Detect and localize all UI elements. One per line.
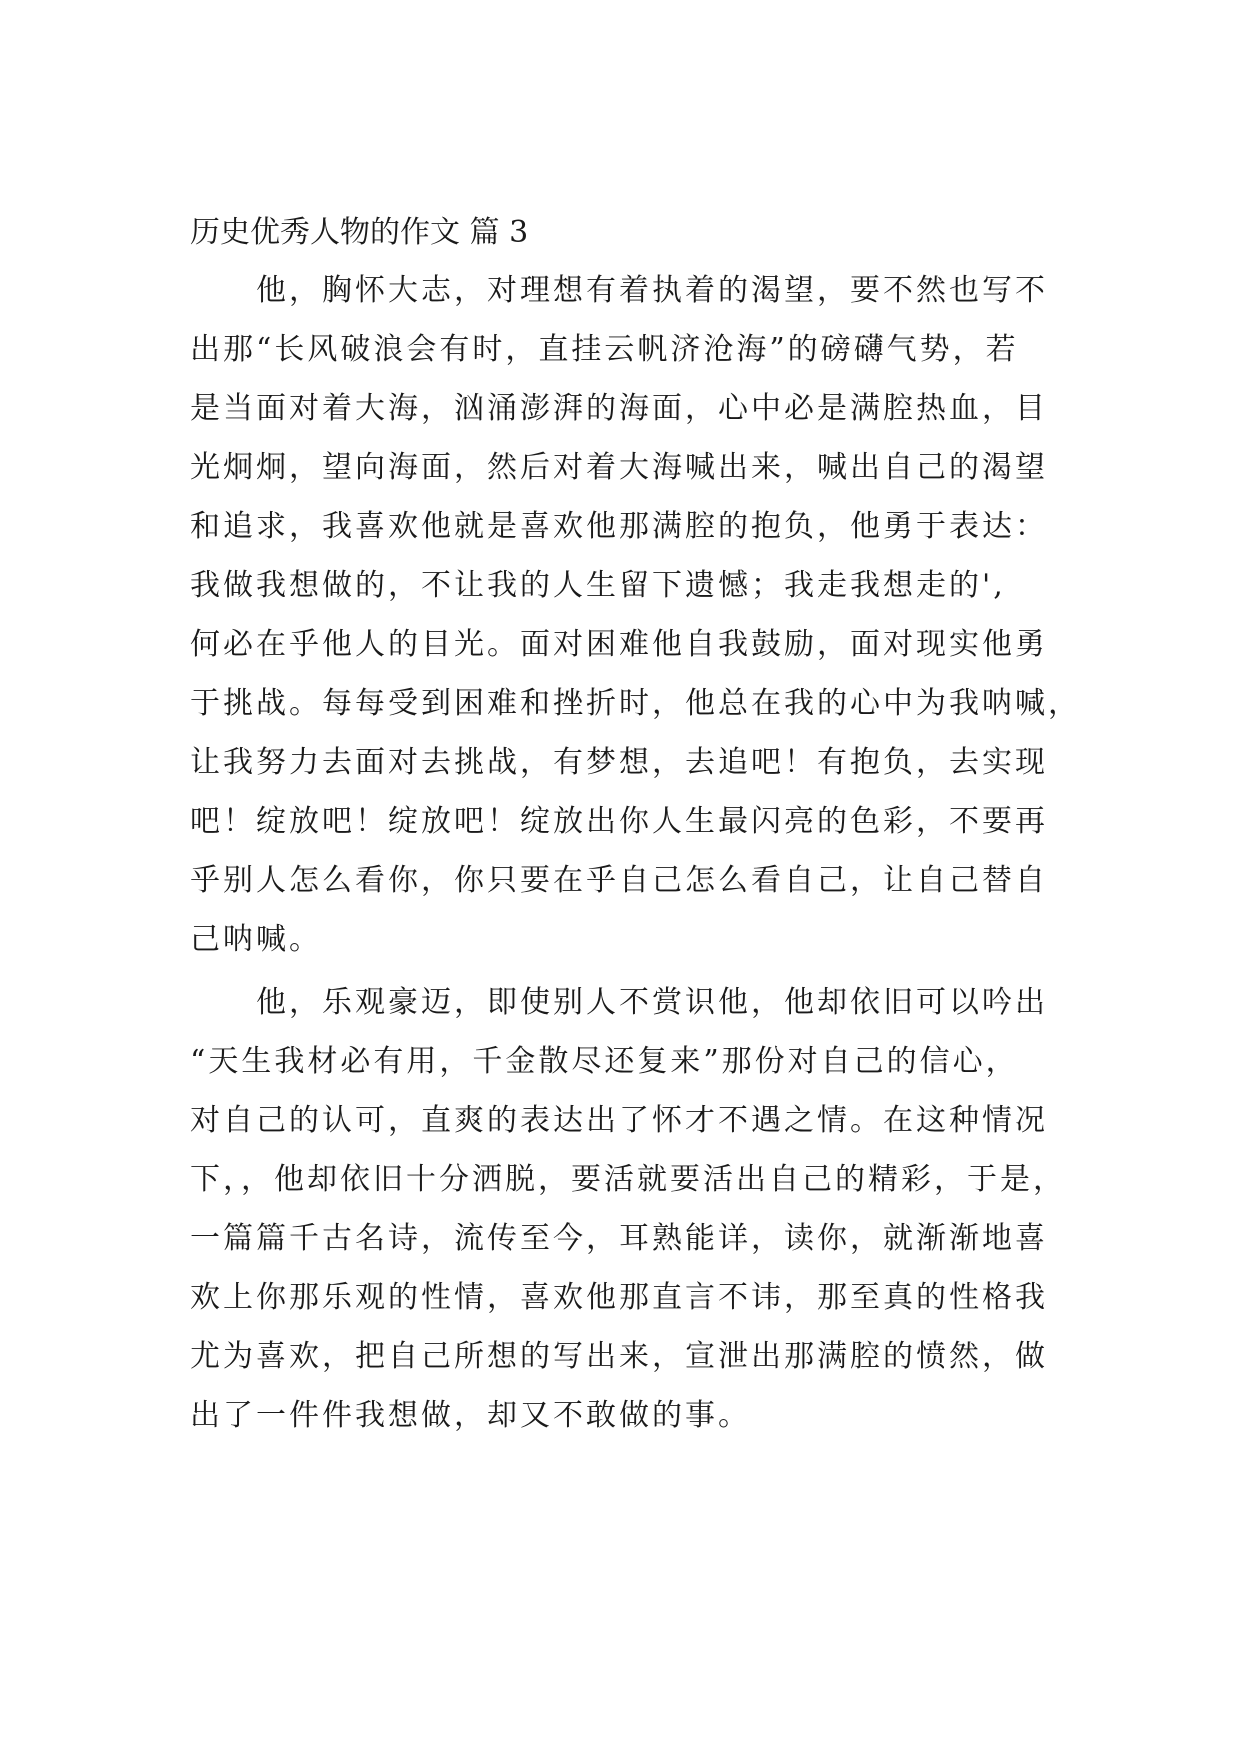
paragraph-line: 何必在乎他人的目光。面对困难他自我鼓励，面对现实他勇	[190, 627, 1048, 662]
paragraph-line: 他，乐观豪迈，即使别人不赏识他，他却依旧可以吟出	[190, 985, 1048, 1020]
paragraph-line: 光炯炯，望向海面，然后对着大海喊出来，喊出自己的渴望	[190, 450, 1048, 485]
paragraph-line: 对自己的认可，直爽的表达出了怀才不遇之情。在这种情况	[190, 1103, 1048, 1138]
paragraph-line: 尤为喜欢，把自己所想的写出来，宣泄出那满腔的愤然，做	[190, 1339, 1048, 1374]
paragraph-2	[190, 973, 1066, 1445]
paragraph-line: 是当面对着大海，汹涌澎湃的海面，心中必是满腔热血，目	[190, 391, 1048, 426]
paragraph-line: 和追求，我喜欢他就是喜欢他那满腔的抱负，他勇于表达：	[190, 509, 1048, 544]
paragraph-1	[190, 261, 1081, 969]
paragraph-line: 乎别人怎么看你，你只要在乎自己怎么看自己，让自己替自	[190, 863, 1048, 898]
paragraph-line: 出了一件件我想做，却又不敢做的事。	[190, 1398, 751, 1433]
paragraph-line: 让我努力去面对去挑战，有梦想，去追吧！有抱负，去实现	[190, 745, 1048, 780]
paragraph-line: 吧！绽放吧！绽放吧！绽放出你人生最闪亮的色彩，不要再	[190, 804, 1048, 839]
document-title: 历史优秀人物的作文 篇 3	[190, 215, 529, 250]
paragraph-line: 他，胸怀大志，对理想有着执着的渴望，要不然也写不	[190, 273, 1048, 308]
paragraph-line: 己呐喊。	[190, 922, 322, 957]
paragraph-line: 出那“长风破浪会有时，直挂云帆济沧海”的磅礴气势，若	[190, 332, 1019, 367]
paragraph-line: 于挑战。每每受到困难和挫折时，他总在我的心中为我呐喊，	[190, 686, 1081, 721]
paragraph-line: 一篇篇千古名诗，流传至今，耳熟能详，读你，就渐渐地喜	[190, 1221, 1048, 1256]
paragraph-line: 下，，他却依旧十分洒脱，要活就要活出自己的精彩，于是，	[190, 1162, 1066, 1197]
paragraph-line: 我做我想做的，不让我的人生留下遗憾；我走我想走的',	[190, 568, 1006, 603]
document-body	[190, 205, 1081, 1445]
paragraph-line: “天生我材必有用，千金散尽还复来”那份对自己的信心，	[190, 1044, 1019, 1079]
paragraph-line: 欢上你那乐观的性情，喜欢他那直言不讳，那至真的性格我	[190, 1280, 1048, 1315]
